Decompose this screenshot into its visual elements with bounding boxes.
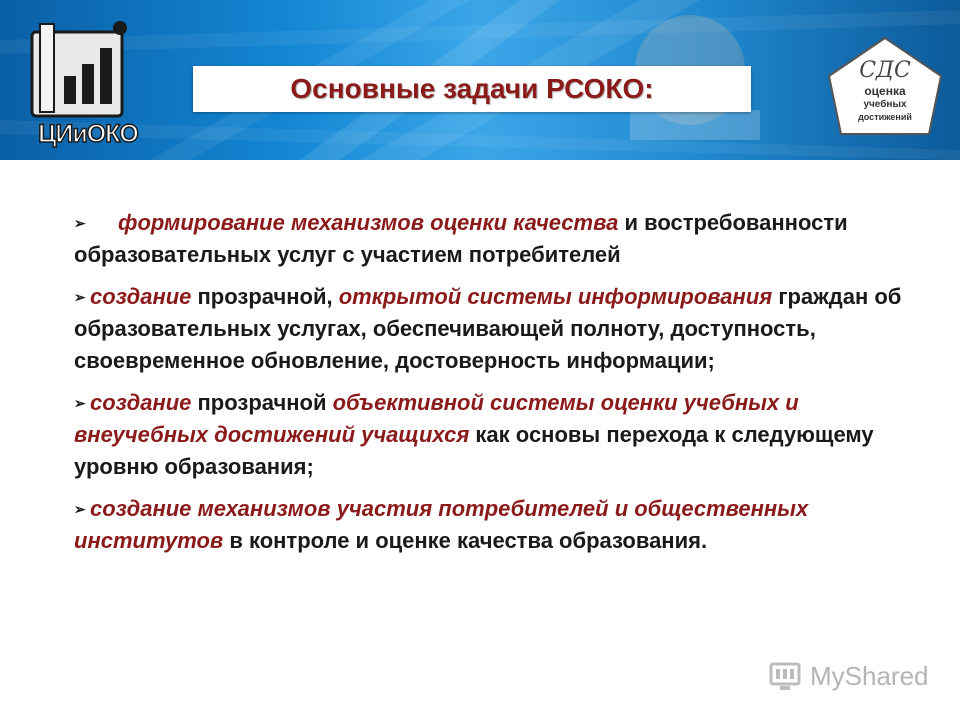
myshared-watermark: [768, 656, 938, 696]
bullet-text: и востребованности образовательных услуг с участием потребителей: [74, 210, 848, 267]
title-box: [193, 66, 751, 112]
bullet-text: в контроле и оценке качества образования.: [223, 528, 708, 553]
bullet-text: прозрачной,: [191, 284, 339, 309]
bullet-text: как основы перехода к следующему уровню образования;: [74, 422, 874, 479]
bullet-text-emphasis: объективной системы оценки учебных и внеучебных достижений учащихся: [74, 390, 799, 447]
badge-line-1: оценка: [864, 84, 906, 98]
arrow-bullet-icon: ➢: [74, 395, 86, 411]
bullet-text-emphasis: создание: [90, 390, 192, 415]
page-title: Основные задачи РСОКО:: [290, 73, 654, 104]
tasks-list: [74, 207, 904, 567]
list-item: [74, 387, 904, 483]
bullet-text-emphasis: формирование механизмов оценки качества: [118, 210, 619, 235]
watermark-text: MyShared: [810, 660, 929, 691]
logo-chart-icon: [22, 20, 142, 125]
arrow-bullet-icon: ➢: [74, 501, 86, 517]
bullet-text: граждан об образовательных услугах, обеспечивающей полноту, доступность, своевременное обновление, достоверность информации;: [74, 284, 902, 373]
myshared-logo-icon: [768, 660, 802, 692]
badge-line-3: достижений: [858, 112, 912, 122]
arrow-bullet-icon: ➢: [74, 215, 86, 231]
badge-monogram: CДC: [859, 58, 911, 83]
list-item: [74, 493, 904, 557]
arrow-bullet-icon: ➢: [74, 289, 86, 305]
bullet-text-emphasis: создание механизмов участия потребителей и общественных институтов: [74, 496, 809, 553]
list-item: [74, 281, 904, 377]
bullet-text: прозрачной: [191, 390, 333, 415]
badge-line-2: учебных: [863, 99, 907, 110]
bullet-text-emphasis: открытой системы информирования: [338, 284, 773, 309]
logo-caption: ЦИиОКО: [38, 120, 138, 148]
bullet-text-emphasis: создание: [90, 284, 192, 309]
list-item: [74, 207, 904, 271]
ciioko-logo: [22, 20, 142, 155]
